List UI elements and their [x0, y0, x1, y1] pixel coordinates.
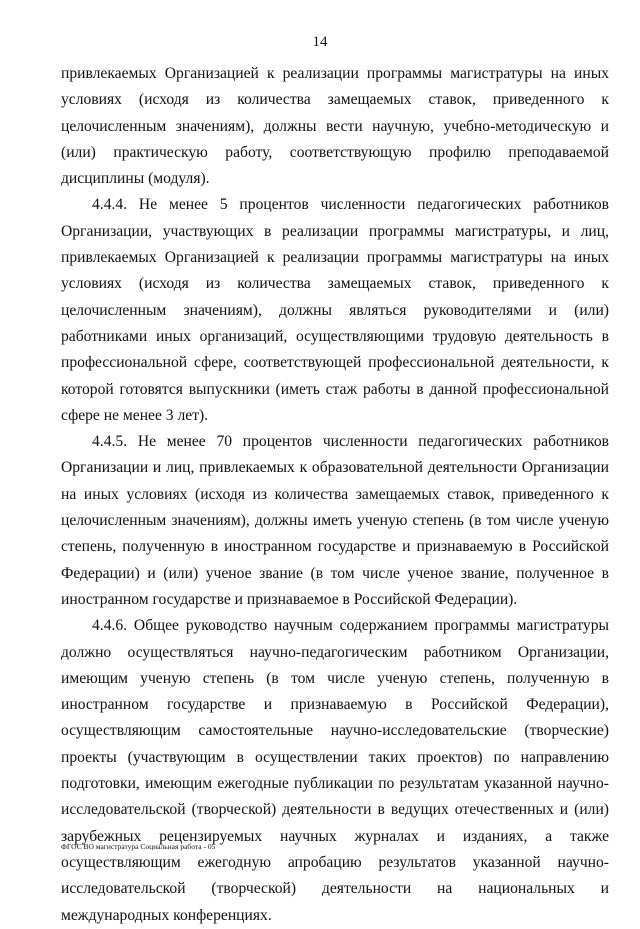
document-body: [61, 61, 609, 929]
document-footer: ФГОС ВО магистратура Социальная работа - 05: [61, 842, 216, 851]
paragraph-4-4-6: 4.4.6. Общее руководство научным содержанием программы магистратуры должно осуществляться научно-педагогическим работником Организации, имеющим ученую степень (в том числе ученую степень, полученную в иностранном государстве и признаваемую в Российской Федерации), осуществляющим самостоятельные научно-исследовательские (творческие) проекты (участвующим в осуществлении таких проектов) по направлению подготовки, имеющим ежегодные публикации по результатам указанной научно-исследовательской (творческой) деятельности в ведущих отечественных и (или) зарубежных рецензируемых научных журналах и изданиях, а также осуществляющим ежегодную апробацию результатов указанной научно-исследовательской (творческой) деятельности на национальных и международных конференциях.: [61, 617, 609, 924]
paragraph-4-4-4: 4.4.4. Не менее 5 процентов численности педагогических работников Организации, участвующих в реализации программы магистратуры, и лиц, привлекаемых Организацией к реализации программы магистратуры на иных условиях (исходя из количества замещаемых ставок, приведенного к целочисленным значениям), должны являться руководителями и (или) работниками иных организаций, осуществляющими трудовую деятельность в профессиональной сфере, соответствующей профессиональной деятельности, к которой готовятся выпускники (иметь стаж работы в данной профессиональной сфере не менее 3 лет).: [61, 196, 609, 424]
paragraph-continuation: привлекаемых Организацией к реализации программы магистратуры на иных условиях (исходя из количества замещаемых ставок, приведенного к целочисленным значениям), должны вести научную, учебно-методическую и (или) практическую работу, соответствующую профилю преподаваемой дисциплины (модуля).: [61, 65, 609, 188]
page-number: 14: [312, 34, 328, 50]
paragraph-4-4-5: 4.4.5. Не менее 70 процентов численности педагогических работников Организации и лиц, привлекаемых к образовательной деятельности Организации на иных условиях (исходя из количества замещаемых ставок, приведенного к целочисленным значениям), должны иметь ученую степень (в том числе ученую степень, полученную в иностранном государстве и признаваемую в Российской Федерации) и (или) ученое звание (в том числе ученое звание, полученное в иностранном государстве и признаваемое в Российской Федерации).: [61, 433, 609, 608]
